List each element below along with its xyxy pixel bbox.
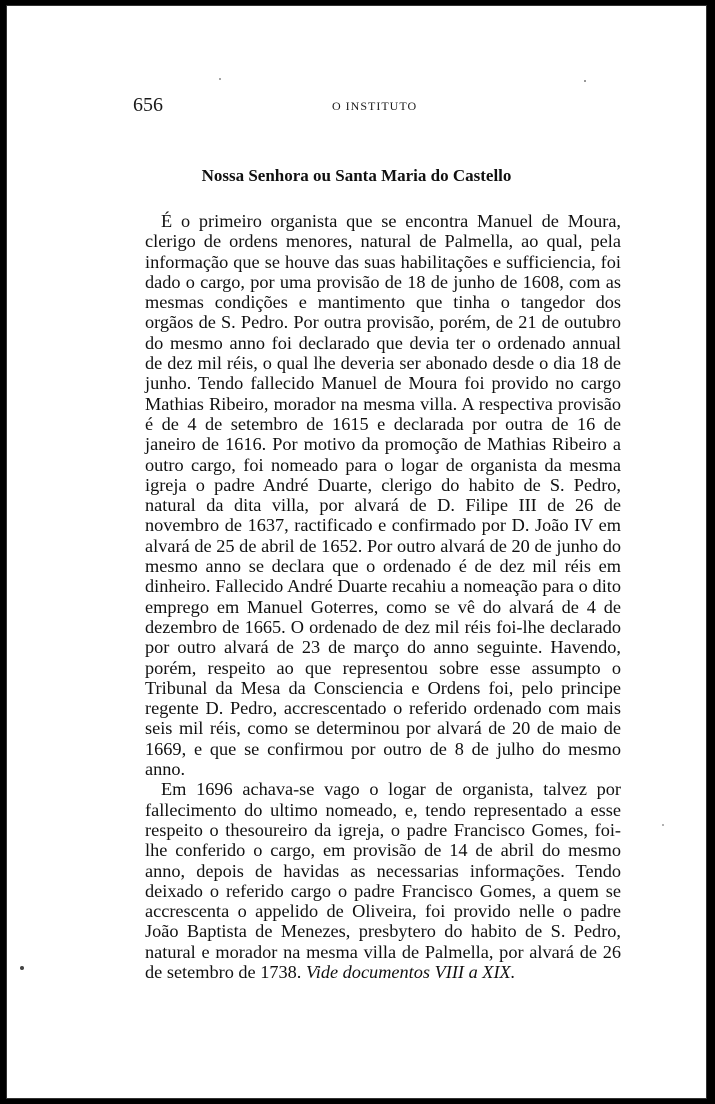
body-text <box>145 211 621 982</box>
running-title: O INSTITUTO <box>332 99 418 113</box>
margin-speck-top-right <box>584 80 586 82</box>
paragraph-1-text: É o primeiro organista que se encontra Manuel de Moura, clerigo de ordens menores, natural de Palmella, ao qual, pela informação que se houve das suas habilitações e sufficiencia, foi dado o cargo, por uma provisão de 18 de junho de 1608, com as mesmas condições e mantimento que tinha o tangedor dos orgãos de S. Pedro. Por outra provisão, porém, de 21 de outubro do mesmo anno foi declarado que devia ter o ordenado annual de dez mil réis, o qual lhe deveria ser abonado desde o dia 18 de junho. Tendo fallecido Manuel de Moura foi provido no cargo Mathias Ribeiro, morador na mesma villa. A respectiva provisão é de 4 de setembro de 1615 e declarada por outra de 16 de janeiro de 1616. Por motivo da promoção de Mathias Ribeiro a outro cargo, foi nomeado para o logar de organista da mesma igreja o padre André Duarte, clerigo do habito de S. Pedro, natural da dita villa, por alvará de D. Filipe III de 26 de novembro de 1637, ractificado e confirmado por D. João IV em alvará de 25 de abril de 1652. Por outro alvará de 20 de junho do mesmo anno se declara que o ordenado é de dez mil réis em dinheiro. Fallecido André Duarte recahiu a nomeação para o dito emprego em Manuel Goterres, como se vê do alvará de 4 de dezembro de 1665. O ordenado de dez mil réis foi-lhe declarado por outro alvará de 23 de março do anno seguinte. Havendo, porém, respeito ao que representou sobre esse assumpto o Tribunal da Mesa da Consciencia e Ordens foi, pelo principe regente D. Pedro, accrescentado o referido ordenado com mais seis mil réis, como se determinou por alvará de 20 de maio de 1669, e que se confirmou por outro de 8 de julho do mesmo anno. <box>145 211 621 780</box>
document-page <box>6 5 707 1099</box>
document-reference: Vide documentos VIII a XIX. <box>305 961 516 982</box>
page-number: 656 <box>133 94 163 116</box>
paragraph-1 <box>145 211 621 779</box>
section-title: Nossa Senhora ou Santa Maria do Castello <box>201 166 512 185</box>
page-header <box>7 94 706 118</box>
margin-speck-top <box>219 78 221 80</box>
paragraph-2 <box>145 779 621 982</box>
margin-speck-right <box>662 824 664 826</box>
margin-speck-left <box>20 966 24 970</box>
paragraph-2-text: Em 1696 achava-se vago o logar de organista, talvez por fallecimento do ultimo nomeado, e, tendo representado a esse respeito o thesoureiro da igreja, o padre Francisco Gomes, foi-lhe conferido o cargo, em provisão de 14 de abril do mesmo anno, depois de havidas as necessarias informações. Tendo deixado o referido cargo o padre Francisco Gomes, a quem se accrescenta o appelido de Oliveira, foi provido nelle o padre João Baptista de Menezes, presbytero do habito de S. Pedro, natural e morador na mesma villa de Palmella, por alvará de 26 de setembro de 1738. <box>145 779 621 982</box>
